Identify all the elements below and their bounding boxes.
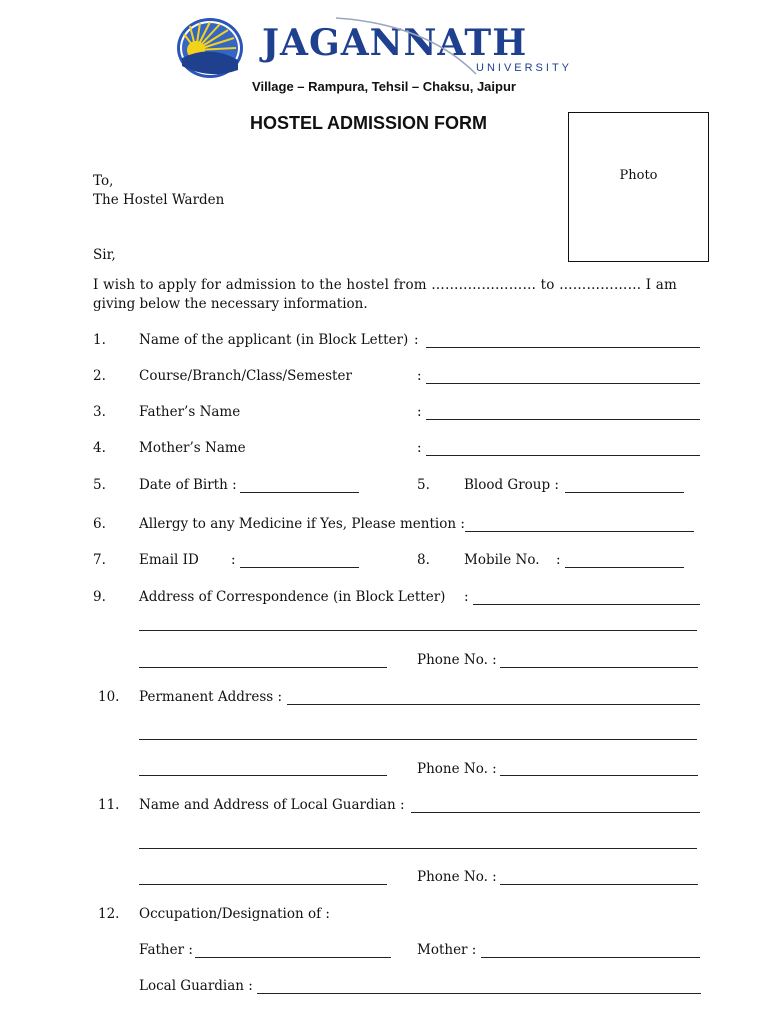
field-number: 7.	[93, 552, 106, 568]
correspondence-phone-field[interactable]	[500, 667, 698, 668]
applicant-name-field[interactable]	[426, 347, 700, 348]
intro-line-1: I wish to apply for admission to the hostel from ……..…………… to ……………… I am	[93, 277, 678, 293]
correspondence-phone-label: Phone No. :	[417, 652, 497, 668]
correspondence-address-field-1[interactable]	[473, 604, 700, 605]
blood-group-label: Blood Group :	[464, 477, 559, 493]
swoosh-decoration	[176, 14, 606, 84]
field-number: 12.	[98, 906, 120, 922]
father-occupation-field[interactable]	[195, 957, 391, 958]
permanent-phone-field[interactable]	[500, 775, 698, 776]
guardian-occupation-field[interactable]	[257, 993, 701, 994]
blood-group-field[interactable]	[565, 492, 684, 493]
occupation-label: Occupation/Designation of :	[139, 906, 330, 922]
permanent-address-field-2[interactable]	[139, 739, 697, 740]
father-name-field[interactable]	[426, 419, 700, 420]
local-guardian-field-1[interactable]	[411, 812, 700, 813]
mother-name-field[interactable]	[426, 455, 700, 456]
colon: :	[231, 552, 236, 568]
university-address: Village – Rampura, Tehsil – Chaksu, Jaipur	[252, 79, 516, 94]
correspondence-address-field-3[interactable]	[139, 667, 387, 668]
father-name-label: Father’s Name	[139, 404, 241, 420]
field-number: 9.	[93, 589, 106, 605]
colon: :	[417, 368, 422, 384]
form-title: HOSTEL ADMISSION FORM	[250, 113, 488, 133]
allergy-label: Allergy to any Medicine if Yes, Please mention :	[139, 516, 465, 532]
university-name: JAGANNATH	[262, 22, 528, 64]
local-guardian-label: Name and Address of Local Guardian :	[139, 797, 405, 813]
intro-line-2: giving below the necessary information.	[93, 296, 368, 312]
colon: :	[464, 589, 469, 605]
permanent-address-label: Permanent Address :	[139, 689, 283, 705]
salutation: Sir,	[93, 247, 116, 263]
field-number: 11.	[98, 797, 120, 813]
field-number: 2.	[93, 368, 106, 384]
university-subtitle: UNIVERSITY	[476, 62, 573, 74]
to-line: To,	[93, 173, 114, 189]
allergy-field[interactable]	[465, 531, 694, 532]
permanent-address-field-3[interactable]	[139, 775, 387, 776]
field-number: 5.	[93, 477, 106, 493]
field-number: 1.	[93, 332, 106, 348]
field-number: 3.	[93, 404, 106, 420]
correspondence-address-label: Address of Correspondence (in Block Letter)	[139, 589, 446, 605]
colon: :	[556, 552, 561, 568]
colon: :	[414, 332, 419, 348]
colon: :	[417, 404, 422, 420]
university-logo	[176, 14, 606, 84]
local-guardian-phone-field[interactable]	[500, 884, 698, 885]
dob-label: Date of Birth :	[139, 477, 237, 493]
colon: :	[417, 440, 422, 456]
mobile-label: Mobile No.	[464, 552, 540, 568]
photo-label: Photo	[619, 168, 658, 183]
applicant-name-label: Name of the applicant (in Block Letter)	[139, 332, 409, 348]
field-number: 4.	[93, 440, 106, 456]
permanent-phone-label: Phone No. :	[417, 761, 497, 777]
guardian-occupation-label: Local Guardian :	[139, 978, 253, 994]
email-field[interactable]	[240, 567, 359, 568]
mother-name-label: Mother’s Name	[139, 440, 246, 456]
email-label: Email ID	[139, 552, 199, 568]
correspondence-address-field-2[interactable]	[139, 630, 697, 631]
recipient-line: The Hostel Warden	[93, 192, 225, 208]
permanent-address-field-1[interactable]	[287, 704, 700, 705]
mobile-field[interactable]	[565, 567, 684, 568]
photo-box[interactable]	[568, 112, 709, 262]
dob-field[interactable]	[240, 492, 359, 493]
field-number: 10.	[98, 689, 120, 705]
local-guardian-field-2[interactable]	[139, 848, 697, 849]
local-guardian-phone-label: Phone No. :	[417, 869, 497, 885]
field-number: 8.	[417, 552, 430, 568]
mother-occupation-field[interactable]	[481, 957, 700, 958]
field-number: 5.	[417, 477, 430, 493]
mother-occupation-label: Mother :	[417, 942, 477, 958]
course-label: Course/Branch/Class/Semester	[139, 368, 352, 384]
father-occupation-label: Father :	[139, 942, 193, 958]
course-field[interactable]	[426, 383, 700, 384]
local-guardian-field-3[interactable]	[139, 884, 387, 885]
field-number: 6.	[93, 516, 106, 532]
